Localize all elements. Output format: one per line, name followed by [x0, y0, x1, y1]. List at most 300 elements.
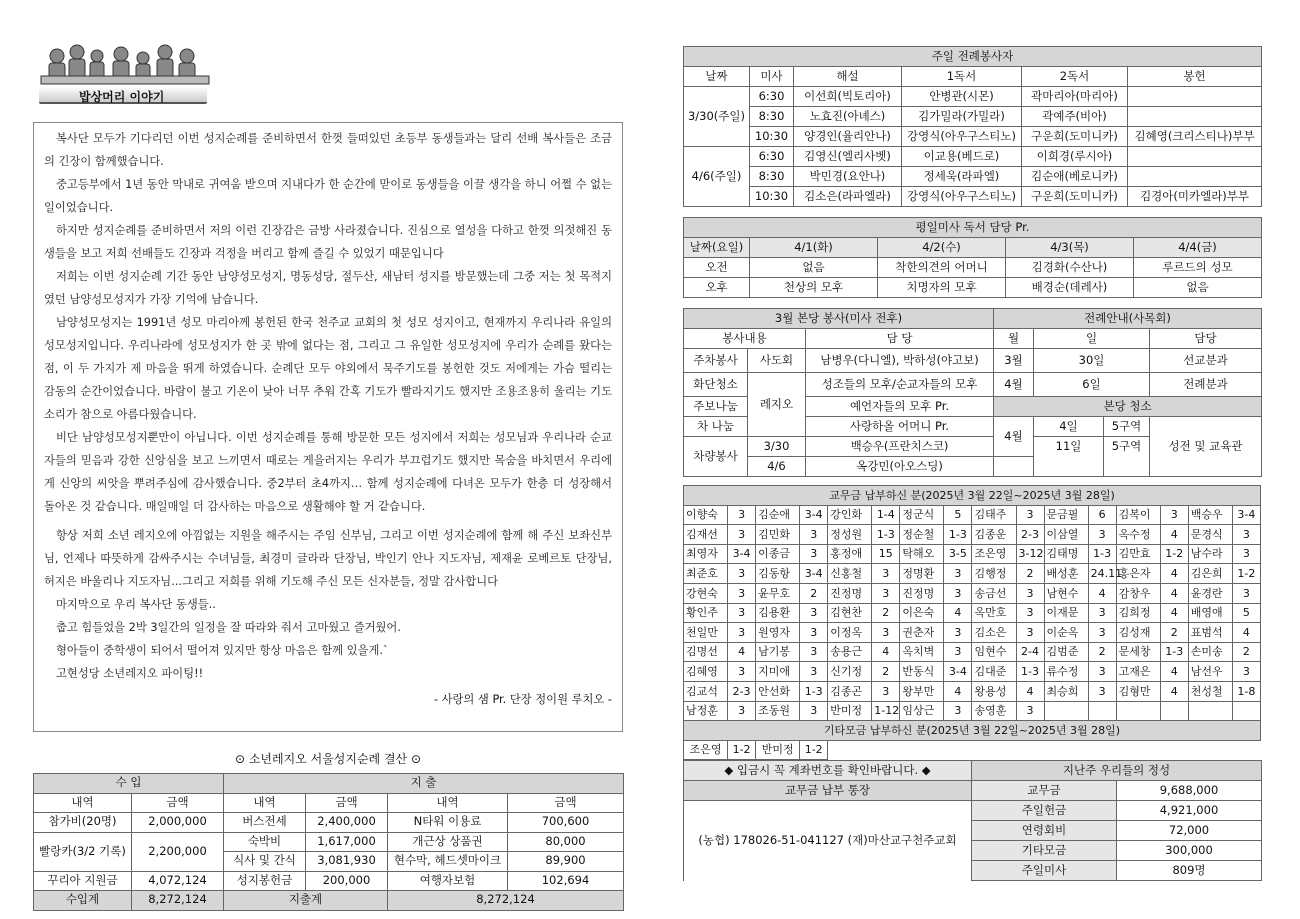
donor-months: 3: [944, 701, 972, 721]
donor-name: 고재은: [1116, 662, 1160, 682]
reader1: 김가밀라(가밀라): [902, 107, 1022, 127]
donor-months: 1-2: [1232, 564, 1260, 584]
donor-months: 2: [1016, 564, 1044, 584]
cleaning-zone: 5구역: [1104, 417, 1150, 437]
donor-name: 김만효: [1116, 544, 1160, 564]
donor-name: 진정명: [900, 583, 944, 603]
expense-amount: 80,000: [508, 832, 624, 852]
donor-months: 3: [1232, 525, 1260, 545]
donor-name: 윤무호: [756, 583, 800, 603]
col-item: 내역: [388, 793, 508, 813]
contribution-row: [684, 662, 1261, 682]
donor-name: 문경식: [1188, 525, 1232, 545]
guide-team: 전례분과: [1150, 373, 1262, 397]
story-paragraph: 남양성모성지는 1991년 성모 마리아께 봉헌된 한국 천주교 교회의 첫 성모 성지이고, 현재까지 우리나라 유일의 성모성지입니다. 우리나라에 성모성지가 한 곳 밖에 없다는 점, 그리고 그 유일한 성모성지에 우리가 순례를 왔다는 점, 이 두 가지가 제 마음을 뛰게 하였습니다. 순례단 모두 야외에서 묵주기도를 봉헌한 것도 저에게는 가슴 떨리는 감동의 순간이었습니다. 바람이 불고 기온이 낮아 너무 추워 간혹 기도가 빨라지기도 했지만 조용조용히 울리는 기도소리가 참으로 아름다웠습니다.: [44, 316, 612, 421]
donor-name: 안선화: [756, 681, 800, 701]
donor-name: 왕부만: [900, 681, 944, 701]
commentator: 박민경(요안나): [794, 167, 902, 187]
offering-label: 기타모금: [972, 841, 1117, 861]
donor-months: 3: [1088, 623, 1116, 643]
cleaning-title: 본당 청소: [994, 397, 1262, 417]
reader2: 곽예주(비아): [1022, 107, 1128, 127]
story-paragraph: 형아들이 중학생이 되어서 떨어져 있지만 항상 마음은 함께 있을게.`: [56, 644, 389, 657]
liturgy-table: [683, 46, 1262, 207]
contribution-row: [684, 564, 1261, 584]
offertory: [1128, 147, 1262, 167]
liturgy-title: 주일 전례봉사자: [684, 47, 1262, 67]
donor-name: 천성철: [1188, 681, 1232, 701]
tea-label: 차 나눔: [684, 417, 748, 437]
donor-months: 4: [1160, 603, 1188, 623]
donor-name: 김동항: [756, 564, 800, 584]
story-signature: - 사랑의 샘 Pr. 단장 정이원 루치오 -: [433, 693, 612, 706]
donor-months: 3: [800, 525, 828, 545]
donor-name: 윤경란: [1188, 583, 1232, 603]
donor-name: 감창우: [1116, 583, 1160, 603]
weekday-reader: 착한의견의 어머니: [878, 258, 1006, 278]
story-paragraph: 항상 저희 소년 레지오에 아낌없는 지원을 해주시는 주임 신부님, 그리고 이번 성지순례에 함께 해 주신 보좌신부님, 언제나 따뜻하게 감싸주시는 수녀님들, 최경미 글라라 단장님, 박인기 안나 지도자님, 제재윤 로베르토 단장님, 허지은 바울리나 지도자님...그리고 저희를 위해 기도해 주신 모든 신자분들, 정말 감사합니다: [44, 529, 612, 588]
donor-name: 남현수: [1044, 583, 1088, 603]
donor-months: 3: [1016, 505, 1044, 525]
liturgy-header: 2독서: [1022, 67, 1128, 87]
income-amount: 4,072,124: [132, 871, 224, 891]
donor-months: 3: [800, 701, 828, 721]
guide-day: 30일: [1034, 349, 1150, 373]
liturgy-header: 1독서: [902, 67, 1022, 87]
donor-name: 김대준: [972, 662, 1016, 682]
donor-name: 옥만호: [972, 603, 1016, 623]
donor-months: 3-5: [944, 544, 972, 564]
donor-months: 3-12: [1016, 544, 1044, 564]
left-column: [33, 38, 623, 911]
expense-amount: 200,000: [306, 871, 388, 891]
account-notice: ◆ 입금시 꼭 계좌번호를 확인바랍니다. ◆: [684, 761, 972, 781]
blank-cell: [828, 740, 1261, 760]
donor-name: 김용환: [756, 603, 800, 623]
donor-months: 3: [1088, 681, 1116, 701]
story-paragraph: 비단 남양성모성지뿐만이 아닙니다. 이번 성지순례를 통해 방문한 모든 성지에서 저희는 성모님과 우리나라 순교자들의 믿음과 강한 신앙심을 보고 느끼면서 때로는 게을러지는 우리가 부끄럽기도 했지만 목숨을 바치면서 우리에게 신앙의 씨앗을 뿌려주심에 감사했습니다. 중2부터 초4까지… 함께 성지순례에 다녀온 모두가 한층 더 성장해서 돌아온 것 같습니다. 매일매일 더 감사하는 마음으로 생활해야 할 거 같습니다.: [44, 431, 612, 513]
donor-name: 조은영: [684, 740, 728, 760]
donor-months: 3-4: [728, 544, 756, 564]
donor-name: 반동식: [900, 662, 944, 682]
donor-name: 송금선: [972, 583, 1016, 603]
liturgy-header: 봉헌: [1128, 67, 1262, 87]
blank-cell: [1034, 457, 1104, 477]
donor-months: 3: [944, 564, 972, 584]
donor-months: 3: [728, 583, 756, 603]
expense-item: N타워 이용료: [388, 813, 508, 833]
donor-name: 최승희: [1044, 681, 1088, 701]
donor-months: 2: [872, 603, 900, 623]
vehicle-name: 백승우(프란치스코): [806, 437, 994, 457]
cleaning-day: 4일: [1034, 417, 1104, 437]
expense-item: 숙박비: [224, 832, 306, 852]
donor-name: 백승우: [1188, 505, 1232, 525]
settlement-table: [33, 773, 624, 911]
column-title: 밥상머리 이야기: [79, 90, 165, 104]
donor-months: 3: [1232, 662, 1260, 682]
contribution-row: [684, 525, 1261, 545]
right-column: [683, 46, 1261, 881]
weekday-reader: 없음: [1134, 278, 1262, 298]
donor-name: 이삼열: [1044, 525, 1088, 545]
liturgy-header: 날짜: [684, 67, 750, 87]
donor-months: 1-3: [1160, 642, 1188, 662]
cleaning-team: 성전 및 교육관: [1150, 417, 1262, 477]
donor-name: 강인화: [828, 505, 872, 525]
guide-header: 월: [994, 329, 1034, 349]
donor-months: 3: [1232, 544, 1260, 564]
donor-months: 2: [1088, 642, 1116, 662]
donor-months: 4: [944, 603, 972, 623]
donor-months: 1-2: [800, 740, 828, 760]
donor-months: 1-4: [872, 505, 900, 525]
vehicle-date: 3/30: [748, 437, 806, 457]
donor-name: 문금필: [1044, 505, 1088, 525]
offertory: 김경아(미카엘라)부부: [1128, 187, 1262, 207]
donor-name: 이향숙: [684, 505, 728, 525]
weekday-header: 4/4(금): [1134, 238, 1262, 258]
weekday-reader: 배경순(데레사): [1006, 278, 1134, 298]
donor-name: 왕용성: [972, 681, 1016, 701]
donor-months: [1232, 701, 1260, 721]
donor-name: 김혜영: [684, 662, 728, 682]
reader1: 강영식(아우구스티노): [902, 127, 1022, 147]
donor-months: 2-4: [1016, 642, 1044, 662]
donor-name: 권춘자: [900, 623, 944, 643]
reader2: 구운희(도미니카): [1022, 127, 1128, 147]
liturgy-header: 미사: [750, 67, 794, 87]
reader2: 곽마리아(마리아): [1022, 87, 1128, 107]
expense-amount: 89,900: [508, 852, 624, 872]
donor-months: 3: [800, 544, 828, 564]
donor-name: 손미송: [1188, 642, 1232, 662]
account-number: (농협) 178026-51-041127 (재)마산교구천주교회: [684, 801, 972, 881]
offertory: 김혜영(크리스티나)부부: [1128, 127, 1262, 147]
donor-name: 홍정애: [828, 544, 872, 564]
contributions-title: 교무금 납부하신 분(2025년 3월 22일~2025년 3월 28일): [684, 486, 1261, 506]
donor-months: [1088, 701, 1116, 721]
offering-label: 교무금: [972, 781, 1117, 801]
donor-months: 1-12: [872, 701, 900, 721]
mass-time: 6:30: [750, 147, 794, 167]
donor-name: 김태주: [972, 505, 1016, 525]
story-paragraph: 하지만 성지순례를 준비하면서 저의 이런 긴장감은 금방 사라졌습니다. 진심으로 열성을 다하고 한껏 의젓해진 동생들을 보고 저희 선배들도 긴장과 걱정을 버리고 함께 즐길 수 있었기 때문입니다: [44, 224, 612, 260]
reader2: 구운희(도미니카): [1022, 187, 1128, 207]
donor-months: 3: [1016, 603, 1044, 623]
donor-name: 배영애: [1188, 603, 1232, 623]
cleaning-zone: 5구역: [1104, 437, 1150, 457]
donor-months: 4: [1016, 681, 1044, 701]
donor-name: 임상근: [900, 701, 944, 721]
col-amount: 금액: [508, 793, 624, 813]
donor-months: 3: [728, 505, 756, 525]
story-paragraph: 복사단 모두가 기다리던 이번 성지순례를 준비하면서 한껏 들떠있던 초등부 동생들과는 달리 선배 복사들은 조금의 긴장이 함께했습니다.: [44, 132, 612, 168]
donor-months: 3: [1088, 603, 1116, 623]
donor-name: 김행정: [972, 564, 1016, 584]
donor-name: 홍은자: [1116, 564, 1160, 584]
commentator: 노효진(아녜스): [794, 107, 902, 127]
donor-name: 김형만: [1116, 681, 1160, 701]
expense-total: 8,272,124: [388, 891, 624, 911]
cleaning-day: 11일: [1034, 437, 1104, 457]
donor-months: 3: [944, 642, 972, 662]
donor-name: 천일만: [684, 623, 728, 643]
donor-name: 김소은: [972, 623, 1016, 643]
donor-name: 최영자: [684, 544, 728, 564]
donor-months: 3: [872, 564, 900, 584]
donor-months: 3: [800, 623, 828, 643]
contribution-row: [684, 544, 1261, 564]
parking-names: 남병우(다니엘), 박하성(야고보): [806, 349, 994, 373]
contribution-row: [684, 583, 1261, 603]
donor-name: 신기정: [828, 662, 872, 682]
mass-time: 6:30: [750, 87, 794, 107]
weekday-header: 4/3(목): [1006, 238, 1134, 258]
donor-months: 2-3: [728, 681, 756, 701]
donor-months: 4: [1160, 525, 1188, 545]
offering-label: 주일미사: [972, 861, 1117, 881]
col-amount: 금액: [132, 793, 224, 813]
income-header: 수 입: [34, 774, 224, 794]
donor-months: 4: [1160, 662, 1188, 682]
service-table: [683, 308, 1262, 477]
donor-name: 강현숙: [684, 583, 728, 603]
donor-name: [1188, 701, 1232, 721]
donor-months: 3: [728, 701, 756, 721]
donor-months: 5: [944, 505, 972, 525]
donor-name: 류수정: [1044, 662, 1088, 682]
parking-org: 사도회: [748, 349, 806, 373]
donor-months: 3: [1160, 505, 1188, 525]
donor-name: 황인주: [684, 603, 728, 623]
offering-title: 지난주 우리들의 정성: [972, 761, 1262, 781]
weekday-title: 평일미사 독서 담당 Pr.: [684, 218, 1262, 238]
income-amount: 2,200,000: [132, 832, 224, 871]
commentator: 김영신(엘리사벳): [794, 147, 902, 167]
contribution-row: [684, 505, 1261, 525]
other-title: 기타모금 납부하신 분(2025년 3월 22일~2025년 3월 28일): [684, 721, 1261, 741]
contribution-row: [684, 623, 1261, 643]
guide-team: 선교분과: [1150, 349, 1262, 373]
offertory: [1128, 107, 1262, 127]
donor-name: 김은희: [1188, 564, 1232, 584]
donor-months: 4: [1160, 681, 1188, 701]
donor-months: 1-3: [800, 681, 828, 701]
donor-months: 4: [1088, 583, 1116, 603]
donor-name: [1044, 701, 1088, 721]
donor-months: 4: [1160, 564, 1188, 584]
cleaning-month: 4월: [994, 417, 1034, 457]
income-amount: 2,000,000: [132, 813, 224, 833]
donor-months: 4: [1232, 623, 1260, 643]
donor-months: 3: [1016, 583, 1044, 603]
weekday-reader: 치명자의 모후: [878, 278, 1006, 298]
commentator: 양경인(율리안나): [794, 127, 902, 147]
flowers-label: 화단청소: [684, 373, 748, 397]
donor-months: 2: [800, 583, 828, 603]
donor-name: 조은영: [972, 544, 1016, 564]
column-logo: [33, 38, 213, 104]
contributions-table: [683, 485, 1261, 760]
offering-value: 809명: [1117, 861, 1262, 881]
donor-name: 반미정: [828, 701, 872, 721]
account-label: 교무금 납부 통장: [684, 781, 972, 801]
donor-name: 정성원: [828, 525, 872, 545]
donor-months: 3: [872, 623, 900, 643]
donor-months: 3: [800, 662, 828, 682]
contribution-row: [684, 681, 1261, 701]
donor-name: 김종운: [972, 525, 1016, 545]
expense-amount: 2,400,000: [306, 813, 388, 833]
bulletin-names: 예언자들의 모후 Pr.: [806, 397, 994, 417]
donor-months: 3: [944, 583, 972, 603]
donor-name: 남기봉: [756, 642, 800, 662]
donor-name: 이은숙: [900, 603, 944, 623]
commentator: 이선희(빅토리아): [794, 87, 902, 107]
contribution-row: [684, 642, 1261, 662]
donor-months: 3: [1088, 662, 1116, 682]
reader1: 정세욱(라파엘): [902, 167, 1022, 187]
donor-months: 3: [800, 603, 828, 623]
donor-months: 1-8: [1232, 681, 1260, 701]
donor-name: 옥치벽: [900, 642, 944, 662]
donor-name: 송용근: [828, 642, 872, 662]
donor-name: 남정훈: [684, 701, 728, 721]
donor-name: 김희정: [1116, 603, 1160, 623]
donor-name: 남선우: [1188, 662, 1232, 682]
offertory: [1128, 87, 1262, 107]
offering-label: 연령회비: [972, 821, 1117, 841]
guide-title: 전례안내(사목회): [994, 309, 1262, 329]
weekday-header: 4/1(화): [750, 238, 878, 258]
donor-name: 조동원: [756, 701, 800, 721]
donor-name: 이재문: [1044, 603, 1088, 623]
donor-months: 3: [728, 525, 756, 545]
donor-months: 2-3: [1016, 525, 1044, 545]
donor-months: 3: [872, 681, 900, 701]
service-title: 3월 본당 봉사(미사 전후): [684, 309, 994, 329]
donor-name: 신홍철: [828, 564, 872, 584]
vehicle-name: 옥강민(아오스딩): [806, 457, 994, 477]
expense-item: 식사 및 간식: [224, 852, 306, 872]
donor-months: 3: [728, 662, 756, 682]
donor-months: 3: [1232, 583, 1260, 603]
donor-name: 이순옥: [1044, 623, 1088, 643]
donor-months: [1160, 701, 1188, 721]
donor-months: 3: [728, 623, 756, 643]
donor-months: 6: [1088, 505, 1116, 525]
liturgy-date: 3/30(주일): [684, 87, 750, 147]
donor-name: 원영자: [756, 623, 800, 643]
offertory: [1128, 167, 1262, 187]
offering-value: 72,000: [1117, 821, 1262, 841]
weekday-reader: 천상의 모후: [750, 278, 878, 298]
commentator: 김소은(라파엘라): [794, 187, 902, 207]
weekday-header: 4/2(수): [878, 238, 1006, 258]
offering-value: 4,921,000: [1117, 801, 1262, 821]
donor-name: 임현수: [972, 642, 1016, 662]
col-amount: 금액: [306, 793, 388, 813]
bulletin-label: 주보나눔: [684, 397, 748, 417]
donor-name: 김태명: [1044, 544, 1088, 564]
offering-label: 주일헌금: [972, 801, 1117, 821]
donor-months: 1-2: [1160, 544, 1188, 564]
donor-months: 1-2: [728, 740, 756, 760]
weekday-reader: 루르드의 성모: [1134, 258, 1262, 278]
income-total: 8,272,124: [132, 891, 224, 911]
mass-time: 8:30: [750, 107, 794, 127]
donor-months: 3: [728, 603, 756, 623]
donor-name: 최준호: [684, 564, 728, 584]
donor-name: 김성재: [1116, 623, 1160, 643]
guide-month: 4월: [994, 373, 1034, 397]
mass-time: 8:30: [750, 167, 794, 187]
donor-name: 김범준: [1044, 642, 1088, 662]
liturgy-date: 4/6(주일): [684, 147, 750, 207]
expense-item: 성지봉헌금: [224, 871, 306, 891]
parking-label: 주차봉사: [684, 349, 748, 373]
donor-name: 진정명: [828, 583, 872, 603]
donor-months: 2: [872, 662, 900, 682]
expense-header: 지 출: [224, 774, 624, 794]
donor-months: 2: [1232, 642, 1260, 662]
donor-months: 3: [1016, 701, 1044, 721]
income-item: 참가비(20명): [34, 813, 132, 833]
donor-months: 1-3: [872, 525, 900, 545]
donor-name: 배성훈: [1044, 564, 1088, 584]
donor-months: 3: [944, 623, 972, 643]
donor-name: 김복이: [1116, 505, 1160, 525]
legio-label: 레지오: [748, 373, 806, 437]
donor-months: 3-4: [1232, 505, 1260, 525]
donor-name: 이종금: [756, 544, 800, 564]
donor-name: 김재선: [684, 525, 728, 545]
donor-months: 4: [1160, 583, 1188, 603]
donor-months: 3-4: [800, 564, 828, 584]
donor-name: 김민화: [756, 525, 800, 545]
weekday-header: 날짜(요일): [684, 238, 750, 258]
expense-item: 버스전세: [224, 813, 306, 833]
story-paragraph: 중고등부에서 1년 동안 막내로 귀여움 받으며 지내다가 한 순간에 맏이로 동생들을 이끌 생각을 하니 어쩔 수 없는 일이었습니다.: [44, 178, 612, 214]
expense-amount: 102,694: [508, 871, 624, 891]
reader2: 김순애(베로니카): [1022, 167, 1128, 187]
donor-months: 1-3: [1088, 544, 1116, 564]
offering-table: [683, 760, 1262, 881]
weekday-table: [683, 217, 1262, 298]
donor-months: 3: [1088, 525, 1116, 545]
guide-header: 일: [1034, 329, 1150, 349]
donor-months: 5: [1232, 603, 1260, 623]
guide-header: 담당: [1150, 329, 1262, 349]
donor-months: 3-4: [800, 505, 828, 525]
story-paragraph: 고현성당 소년레지오 파이팅!!: [56, 667, 204, 680]
contribution-row: [684, 603, 1261, 623]
expense-amount: 1,617,000: [306, 832, 388, 852]
story-paragraph: 춥고 힘들었을 2박 3일간의 일정을 잘 따라와 줘서 고마웠고 즐거웠어.: [56, 621, 401, 634]
donor-name: 정명환: [900, 564, 944, 584]
donor-name: 옥수정: [1116, 525, 1160, 545]
donor-months: 24.11: [1088, 564, 1116, 584]
donor-months: 3: [1016, 623, 1044, 643]
weekday-session: 오전: [684, 258, 750, 278]
offering-value: 300,000: [1117, 841, 1262, 861]
expense-amount: 700,600: [508, 813, 624, 833]
weekday-session: 오후: [684, 278, 750, 298]
vehicle-label: 차량봉사: [684, 437, 748, 477]
story-paragraph: 저희는 이번 성지순례 기간 동안 남양성모성지, 명동성당, 절두산, 새남터 성지를 방문했는데 그중 저는 첫 목적지였던 남양성모성지가 가장 기억에 남습니다.: [44, 270, 612, 306]
liturgy-header: 해설: [794, 67, 902, 87]
